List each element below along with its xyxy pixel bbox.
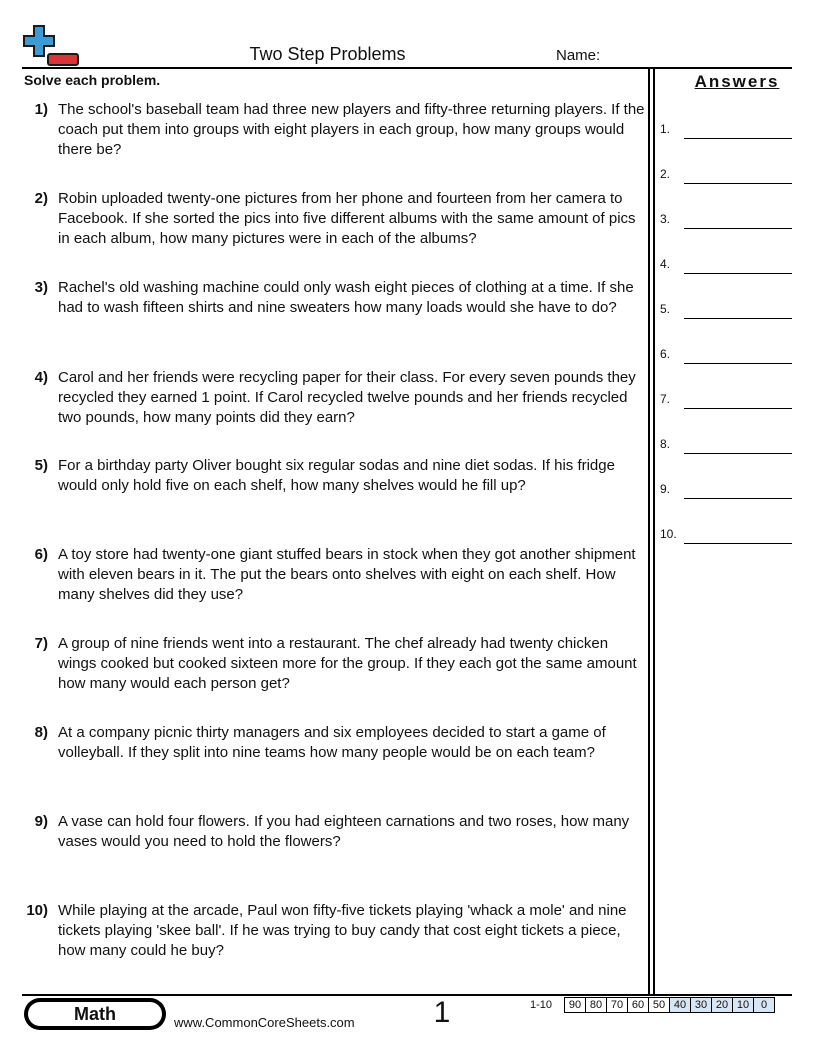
answer-row [660, 524, 792, 544]
answer-number: 1. [660, 122, 671, 136]
problem-number: 4) [34, 369, 48, 386]
instructions: Solve each problem. [24, 72, 161, 88]
page-number: 1 [433, 996, 451, 1029]
answer-row [660, 164, 792, 184]
answer-line[interactable] [684, 543, 792, 544]
problem-text: Robin uploaded twenty-one pictures from her phone and fourteen from her camera to Facebook. If she sorted the pics into five different albums with the same amount of pics in each album, how many pictures were in each of the albums? [58, 190, 636, 247]
problem-text: Rachel's old washing machine could only wash eight pieces of clothing at a time. If she had to wash fifteen shirts and nine sweaters how many loads would she have to do? [58, 279, 634, 316]
score-cell: 80 [586, 998, 607, 1013]
score-table [564, 997, 775, 1013]
answer-row [660, 254, 792, 274]
score-cell: 40 [670, 998, 691, 1013]
problem-number: 9) [34, 813, 48, 830]
problem-text: The school's baseball team had three new players and fifty-three returning players. If the coach put them into groups with eight players in each group, how many groups would there be? [58, 101, 645, 158]
score-cell: 50 [649, 998, 670, 1013]
problem-text: A toy store had twenty-one giant stuffed bears in stock when they got another shipment with eleven bears in it. The put the bears onto shelves with eight on each shelf. How many shelves did they use? [58, 546, 636, 603]
answer-number: 9. [660, 482, 671, 496]
answer-line[interactable] [684, 318, 792, 319]
problem-number: 10) [26, 902, 48, 919]
problem-number: 7) [34, 635, 48, 652]
page-title: Two Step Problems [249, 44, 406, 64]
problem-text: For a birthday party Oliver bought six regular sodas and nine diet sodas. If his fridge would only hold five on each shelf, how many shelves would he fill up? [58, 457, 615, 494]
answer-number: 2. [660, 167, 671, 181]
problem-number: 8) [34, 724, 48, 741]
answer-number: 3. [660, 212, 671, 226]
column-divider [648, 69, 650, 995]
problem-text: At a company picnic thirty managers and six employees decided to start a game of volleyball. If they split into nine teams how many people would be on each team? [58, 724, 606, 761]
score-cell: 70 [607, 998, 628, 1013]
answer-row [660, 344, 792, 364]
column-divider-inner [653, 69, 655, 995]
answer-number: 6. [660, 347, 671, 361]
problem-text: A group of nine friends went into a restaurant. The chef already had twenty chicken wings cooked but cooked sixteen more for the group. If they each got the same amount how many would each person get? [58, 635, 637, 692]
score-range-label: 1-10 [530, 999, 553, 1011]
problem-number: 3) [34, 279, 48, 296]
answer-row [660, 299, 792, 319]
answer-line[interactable] [684, 408, 792, 409]
score-cell: 0 [754, 998, 775, 1013]
plus-minus-logo-icon [22, 24, 80, 68]
answer-row [660, 434, 792, 454]
answer-line[interactable] [684, 183, 792, 184]
answer-line[interactable] [684, 453, 792, 454]
score-cell: 20 [712, 998, 733, 1013]
score-cell: 90 [565, 998, 586, 1013]
problem-number: 5) [34, 457, 48, 474]
header-divider [22, 67, 792, 69]
answer-number: 7. [660, 392, 671, 406]
answer-row [660, 389, 792, 409]
problem-text: A vase can hold four flowers. If you had eighteen carnations and two roses, how many vases would you need to hold the flowers? [58, 813, 630, 850]
answer-line[interactable] [684, 228, 792, 229]
name-label: Name: [556, 47, 601, 64]
answer-line[interactable] [684, 138, 792, 139]
answer-line[interactable] [684, 273, 792, 274]
subject-badge [24, 998, 166, 1030]
problem-number: 6) [34, 546, 48, 563]
answer-row [660, 209, 792, 229]
score-cell: 10 [733, 998, 754, 1013]
answers-heading: Answers [694, 72, 780, 91]
answer-number: 10. [660, 527, 677, 541]
subject-label: Math [28, 1002, 162, 1026]
problem-text: Carol and her friends were recycling paper for their class. For every seven pounds they recycled they earned 1 point. If Carol recycled twelve pounds and her friends recycled two pounds, how many points did they earn? [58, 369, 636, 426]
answer-number: 8. [660, 437, 671, 451]
score-cell: 30 [691, 998, 712, 1013]
score-cell: 60 [628, 998, 649, 1013]
website-url: www.CommonCoreSheets.com [174, 1015, 355, 1030]
answer-number: 4. [660, 257, 671, 271]
answer-number: 5. [660, 302, 671, 316]
footer-divider [22, 994, 792, 996]
problem-text: While playing at the arcade, Paul won fifty-five tickets playing 'whack a mole' and nine tickets playing 'skee ball'. If he was trying to buy candy that cost eight tickets a piece, how many could he buy? [58, 902, 627, 959]
problem-number: 1) [34, 101, 48, 118]
answer-row [660, 479, 792, 499]
problem-number: 2) [34, 190, 48, 207]
answer-row [660, 119, 792, 139]
answer-line[interactable] [684, 498, 792, 499]
answer-line[interactable] [684, 363, 792, 364]
